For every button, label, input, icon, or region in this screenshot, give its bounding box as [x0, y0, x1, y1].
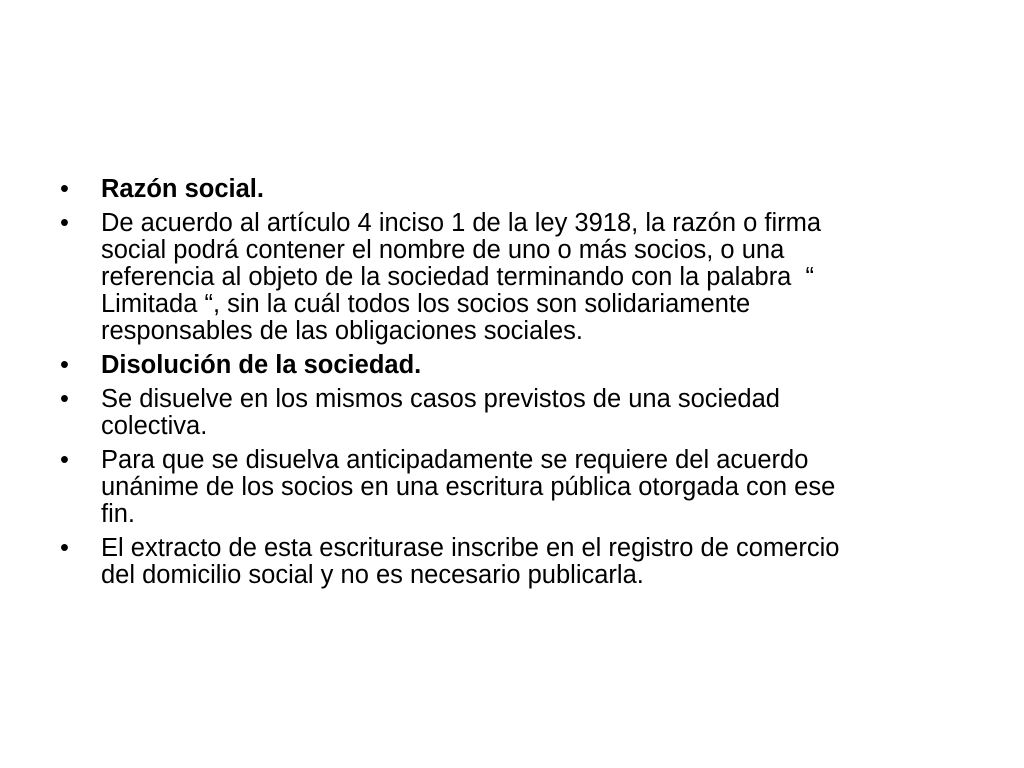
text-line: del domicilio social y no es necesario publicarla.	[101, 561, 644, 589]
bullet-text	[101, 176, 960, 203]
bullet-item-razon-social-heading	[60, 176, 960, 203]
text-line: referencia al objeto de la sociedad terminando con la palabra “	[101, 263, 815, 291]
bullet-icon: •	[60, 351, 69, 379]
bullet-text	[101, 386, 960, 440]
bullet-text	[101, 447, 960, 528]
text-line: Razón social.	[101, 175, 264, 203]
text-line: unánime de los socios en una escritura pública otorgada con ese	[101, 473, 836, 501]
bullet-item-disolucion-anticipada	[60, 447, 960, 528]
bullet-icon: •	[60, 534, 69, 562]
text-line: De acuerdo al artículo 4 inciso 1 de la ley 3918, la razón o firma	[101, 209, 822, 237]
text-line: Para que se disuelva anticipadamente se requiere del acuerdo	[101, 446, 809, 474]
bullet-icon: •	[60, 385, 69, 413]
bullet-text	[101, 535, 960, 589]
text-line: El extracto de esta escriturase inscribe en el registro de comercio	[101, 534, 840, 562]
bullet-item-disolucion-heading	[60, 352, 960, 379]
text-line: fin.	[101, 500, 136, 528]
bullet-icon: •	[60, 446, 69, 474]
bullet-icon: •	[60, 209, 69, 237]
bullet-text	[101, 352, 960, 379]
text-line: Se disuelve en los mismos casos previstos de una sociedad	[101, 385, 780, 413]
bullet-list	[60, 176, 960, 589]
slide-content	[60, 176, 960, 596]
text-line: Disolución de la sociedad.	[101, 351, 422, 379]
bullet-item-extracto	[60, 535, 960, 589]
text-line: colectiva.	[101, 412, 208, 440]
text-line: responsables de las obligaciones sociales.	[101, 317, 583, 345]
text-line: social podrá contener el nombre de uno o más socios, o una	[101, 236, 785, 264]
bullet-item-disolucion-casos	[60, 386, 960, 440]
bullet-item-razon-social-body	[60, 210, 960, 345]
bullet-text	[101, 210, 960, 345]
text-line: Limitada “, sin la cuál todos los socios son solidariamente	[101, 290, 751, 318]
bullet-icon: •	[60, 175, 69, 203]
